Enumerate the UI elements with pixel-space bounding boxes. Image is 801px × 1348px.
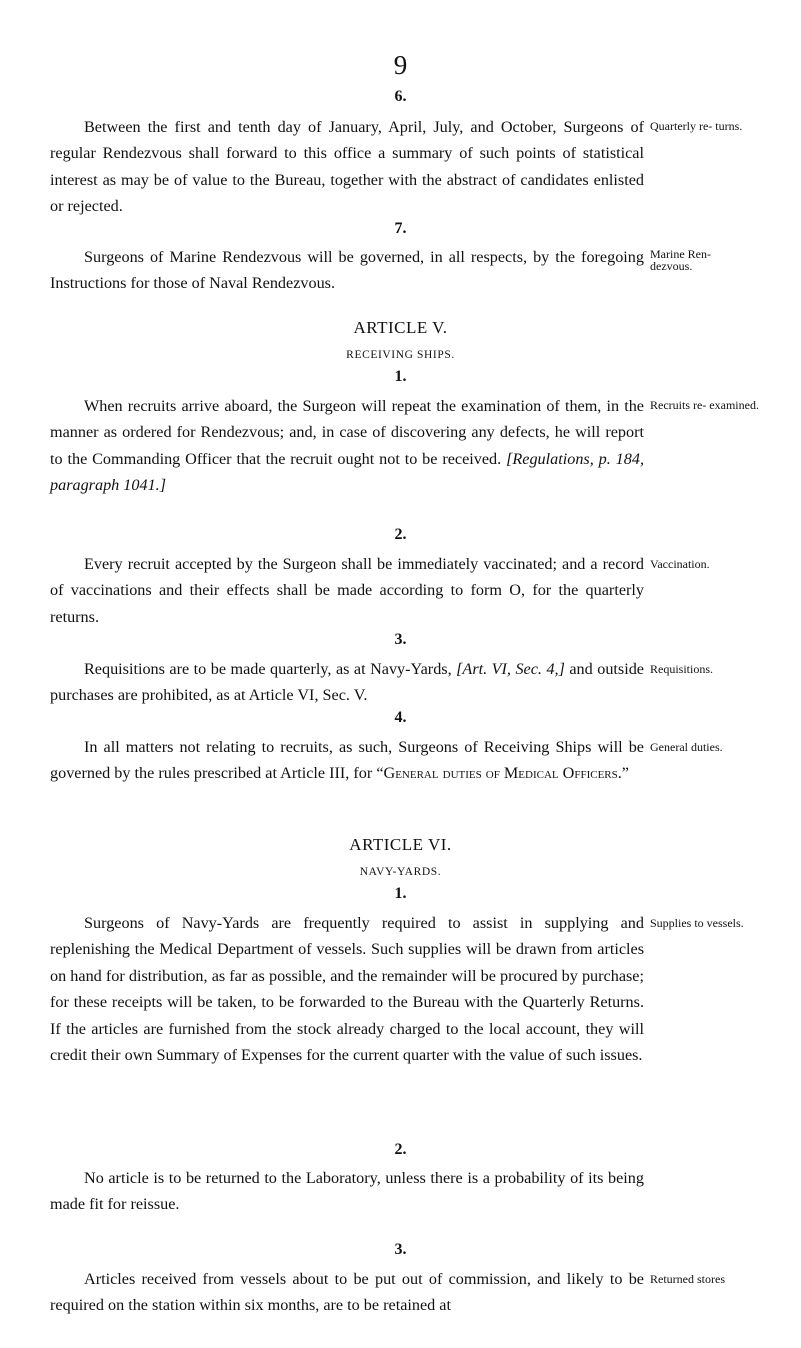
section-number: 6. [394, 88, 407, 105]
article-title: ARTICLE V. [353, 318, 448, 337]
paragraph-requisitions-text-b: and outside purchases are prohibited, as at Article VI, Sec. V. [50, 660, 644, 705]
article-subtitle: NAVY-YARDS. [359, 866, 442, 878]
section-number: 3. [394, 631, 407, 648]
margin-note-marine-rendezvous: Marine Ren- dezvous. [650, 247, 711, 273]
paragraph-returned-stores: Articles received from vessels about to be put out of commission, and likely to be required on the station within six months, are to be retained at [50, 1270, 644, 1315]
paragraph-recruits-text: When recruits arrive aboard, the Surgeon will repeat the examination of them, in the manner as ordered for Rendezvous; and, in case of discovering any defects, he will report to the Commanding Officer that the recruit ought not to be received. [50, 397, 644, 468]
article-title: ARTICLE VI. [349, 835, 452, 854]
article-subtitle: RECEIVING SHIPS. [346, 349, 455, 361]
general-duties-reference: “General duties of Medical Officers.” [376, 764, 629, 783]
paragraph-marine-rendezvous: Surgeons of Marine Rendezvous will be governed, in all respects, by the foregoing Instructions for those of Naval Rendezvous. [50, 248, 644, 293]
section-number: 3. [394, 1241, 407, 1258]
margin-note-vaccination: Vaccination. [650, 557, 710, 571]
paragraph-requisitions-text-a: Requisitions are to be made quarterly, as at Navy-Yards, [84, 660, 452, 678]
margin-note-recruits: Recruits re- examined. [650, 398, 759, 412]
section-number: 7. [394, 220, 407, 237]
section-number: 1. [394, 368, 407, 385]
section-number: 4. [394, 709, 407, 726]
paragraph-recruits [50, 393, 644, 499]
paragraph-vaccination: Every recruit accepted by the Surgeon shall be immediately vaccinated; and a record of vaccinations and their effects shall be made according to form O, for the quarterly returns. [50, 555, 644, 626]
paragraph-supplies: Surgeons of Navy-Yards are frequently required to assist in supplying and replenishing the Medical Department of vessels. Such supplies will be drawn from articles on hand for distribution, as far as possible, and the remainder will be procured by purchase; for these receipts will be taken, to be forwarded to the Bureau with the Quarterly Returns. If the articles are furnished from the stock already charged to the local account, they will credit their own Summary of Expenses for the current quarter with the value of such issues. [50, 914, 644, 1065]
margin-note-general-duties: General duties. [650, 740, 723, 754]
paragraph-laboratory: No article is to be returned to the Laboratory, unless there is a probability of its being made fit for reissue. [50, 1169, 644, 1214]
section-number: 1. [394, 885, 407, 902]
paragraph-quarterly-returns: Between the first and tenth day of January, April, July, and October, Surgeons of regular Rendezvous shall forward to this office a summary of such points of statistical interest as may be of value to the Bureau, together with the abstract of candidates enlisted or rejected. [50, 118, 644, 216]
page-number: 9 [393, 50, 408, 80]
paragraph-general-duties [50, 734, 644, 787]
margin-note-returned-stores: Returned stores [650, 1272, 725, 1286]
paragraph-requisitions [50, 656, 644, 709]
paragraph-general-duties-text: In all matters not relating to recruits, as such, Surgeons of Receiving Ships will be governed by the rules prescribed at Article III, for [50, 738, 644, 783]
article-reference: [Art. VI, Sec. 4,] [456, 660, 565, 678]
margin-note-quarterly-returns: Quarterly re- turns. [650, 119, 743, 133]
regulations-reference: [Regulations, p. 184, paragraph 1041.] [50, 449, 645, 495]
section-number: 2. [394, 1141, 407, 1158]
margin-note-requisitions: Requisitions. [650, 662, 714, 676]
margin-note-supplies: Supplies to vessels. [650, 916, 744, 930]
section-number: 2. [394, 526, 407, 543]
